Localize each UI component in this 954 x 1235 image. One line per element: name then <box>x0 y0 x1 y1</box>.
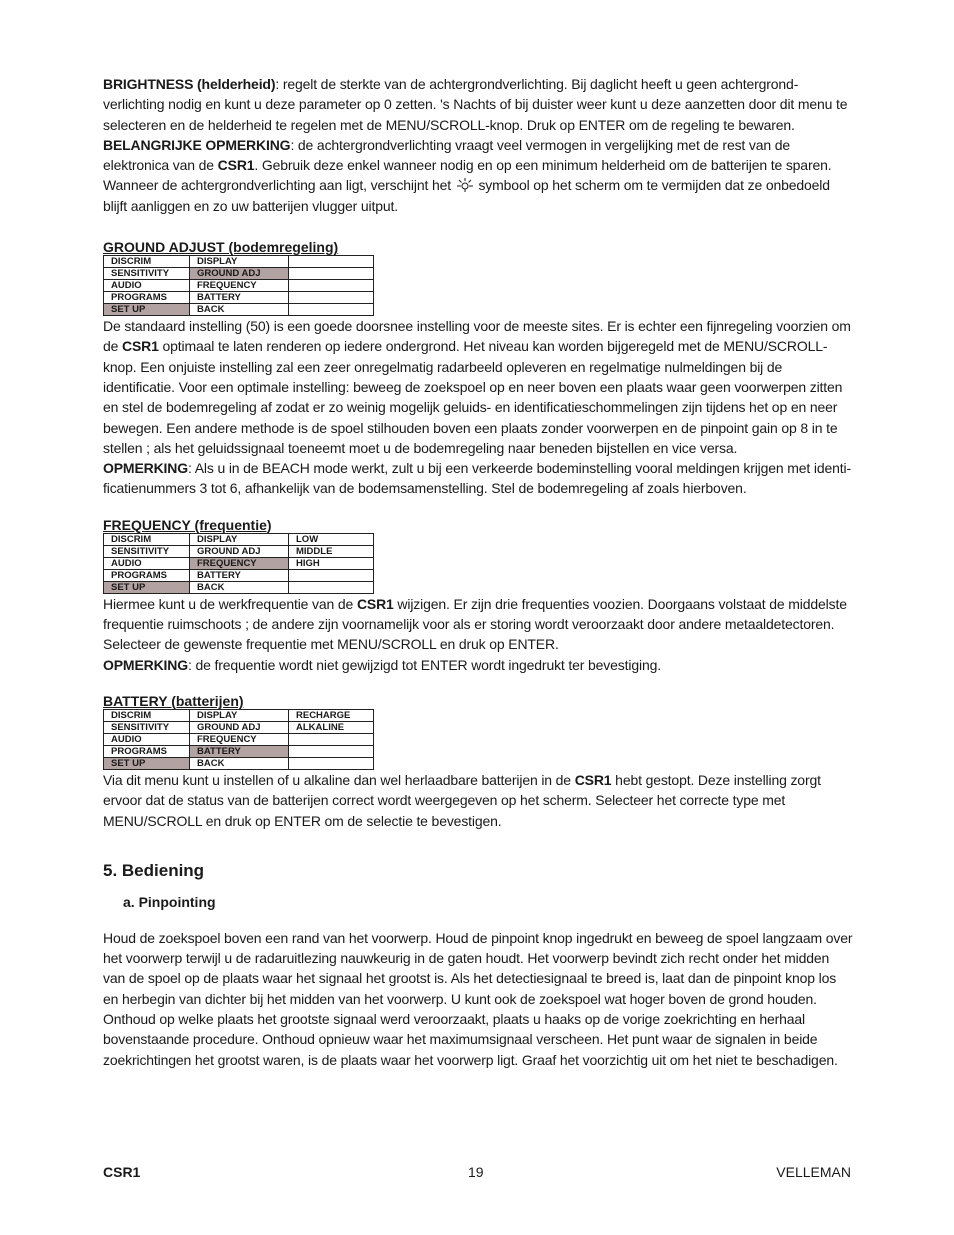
battery-menu-table <box>103 709 374 770</box>
ground-adjust-heading: GROUND ADJUST (bodemregeling) <box>103 239 339 256</box>
table-row: AUDIO FREQUENCY <box>104 280 374 292</box>
table-row: SENSITIVITY GROUND ADJ <box>104 268 374 280</box>
footer-right: VELLEMAN <box>776 1164 851 1180</box>
section-heading: 5. Bediening <box>103 860 205 880</box>
ground-note-label: OPMERKING <box>103 460 188 477</box>
table-row: DISCRIM DISPLAY RECHARGE <box>104 709 374 721</box>
table-row: SENSITIVITY GROUND ADJ MIDDLE <box>104 545 374 557</box>
table-row: SET UP BACK <box>104 304 374 316</box>
page-content <box>103 74 853 1070</box>
ground-adjust-paragraph: De standaard instelling (50) is een goede doorsnee instelling voor de meeste sites. Er is echter een fijnregeling voorzien om de CSR1 optimaal te laten renderen op iedere ondergrond. Het niveau kan worden bijgeregeld met de MENU/SCROLL-knop. Een onjuiste instelling zal een zeer onregelmatig radarbeeld opleveren en regelmatige nulmeldingen bij de identificatie. Voor een optimale instelling: beweeg de zoekspoel op en neer boven een plaats waar geen voorwerpen zitten en stel de bodemregeling af zodat er zo weinig mogelijk geluids- en identificatieschommelingen zijn tijdens het op en neer bewegen. Een andere methode is de spoel stilhouden boven een plaats zonder voorwerpen en de pinpoint gain op 8 in te stellen ; als het geluidssignaal toeneemt moet u de bodemregeling naar beneden bijstellen en vice versa. OPMERKING: Als u in de BEACH mode werkt, zult u bij een verkeerde bodeminstelling vooral meldingen krijgen met identi-ficatienummers 3 tot 6, afhankelijk van de bodemsamenstelling. Stel de bodemregeling af zoals hierboven. <box>103 318 851 497</box>
frequency-menu-table <box>103 533 374 594</box>
pinpointing-paragraph: Houd de zoekspoel boven een rand van het voorwerp. Houd de pinpoint knop ingedrukt en beweeg de spoel langzaam over het voorwerp terwijl u de radaruitlezing nauwkeurig in de gaten houdt. Het voorwerp bevindt zich recht onder het midden van de spoel op de plaats waar het signaal het grootst is. Als het detectiesignaal te breed is, laat dan de pinpoint knop los en herbegin van dichter bij het midden van het voorwerp. U kunt ook de zoekspoel wat hoger boven de grond houden. Onthoud op welke plaats het grootste signaal werd veroorzaakt, plaats u haaks op de vorige zoekrichting en herhaal bovenstaande procedure. Onthoud opnieuw waar het maximumsignaal verscheen. Het punt waar de signalen in beide zoekrichtingen het grootst waren, is de plaats waar het voorwerp ligt. Graaf het voorzichtig uit om het niet te beschadigen. <box>103 929 853 1068</box>
active-menu-item: SET UP <box>104 581 190 593</box>
page-number: 19 <box>468 1164 484 1180</box>
table-row: PROGRAMS BATTERY <box>104 569 374 581</box>
battery-heading: BATTERY (batterijen) <box>103 692 244 709</box>
selected-menu-item: FREQUENCY <box>190 557 289 569</box>
brightness-note-label: BELANGRIJKE OPMERKING <box>103 136 291 153</box>
subsection-heading: a. Pinpointing <box>123 893 216 910</box>
table-row: DISCRIM DISPLAY LOW <box>104 533 374 545</box>
table-row: AUDIO FREQUENCY HIGH <box>104 557 374 569</box>
table-row: AUDIO FREQUENCY <box>104 733 374 745</box>
selected-menu-item: BATTERY <box>190 745 289 757</box>
frequency-heading: FREQUENCY (frequentie) <box>103 516 272 533</box>
frequency-paragraph: Hiermee kunt u de werkfrequentie van de CSR1 wijzigen. Er zijn drie frequenties voozien. Doorgaans volstaat de middelste frequentie ruimschoots ; de andere zijn voornamelijk voor als er storing wordt veroorzaakt door andere metaaldetectoren. Selecteer de gewenste frequentie met MENU/SCROLL en druk op ENTER. OPMERKING: de frequentie wordt niet gewijzigd tot ENTER wordt ingedrukt ter bevestiging. <box>103 595 847 673</box>
selected-menu-item: GROUND ADJ <box>190 268 289 280</box>
table-row: SET UP BACK <box>104 581 374 593</box>
ground-adjust-menu-table <box>103 255 374 316</box>
footer-left: CSR1 <box>103 1164 141 1180</box>
table-row: PROGRAMS BATTERY <box>104 292 374 304</box>
table-row: PROGRAMS BATTERY <box>104 745 374 757</box>
table-row: SENSITIVITY GROUND ADJ ALKALINE <box>104 721 374 733</box>
frequency-note-label: OPMERKING <box>103 656 188 673</box>
active-menu-item: SET UP <box>104 304 190 316</box>
active-menu-item: SET UP <box>104 757 190 769</box>
table-row: SET UP BACK <box>104 757 374 769</box>
backlight-sun-icon <box>455 177 475 193</box>
brightness-paragraph: BRIGHTNESS (helderheid): regelt de sterkte van de achtergrondverlichting. Bij daglicht heeft u geen achtergrond-verlichting nodig en kunt u deze parameter op 0 zetten. 's Nachts of bij duister weer kunt u deze aanzetten door dit menu te selecteren en de helderheid te regelen met de MENU/SCROLL-knop. Druk op ENTER om de regeling te bewaren. BELANGRIJKE OPMERKING: de achtergrondverlichting vraagt veel vermogen in vergelijking met de rest van de elektronica van de CSR1. Gebruik deze enkel wanneer nodig en op een minimum helderheid om de batterijen te sparen. Wanneer de achtergrondverlichting aan ligt, verschijnt het symbool op het scherm om te vermijden dat ze onbedoeld blijft aanliggen en zo uw batterijen vlugger uitput. <box>103 76 848 214</box>
brightness-label: BRIGHTNESS (helderheid) <box>103 76 276 92</box>
table-row: DISCRIM DISPLAY <box>104 256 374 268</box>
battery-paragraph: Via dit menu kunt u instellen of u alkaline dan wel herlaadbare batterijen in de CSR1 hebt gestopt. Deze instelling zorgt ervoor dat de status van de batterijen correct wordt weergegeven op het scherm. Selecteer het correcte type met MENU/SCROLL en druk op ENTER om de selectie te bevestigen. <box>103 771 821 829</box>
